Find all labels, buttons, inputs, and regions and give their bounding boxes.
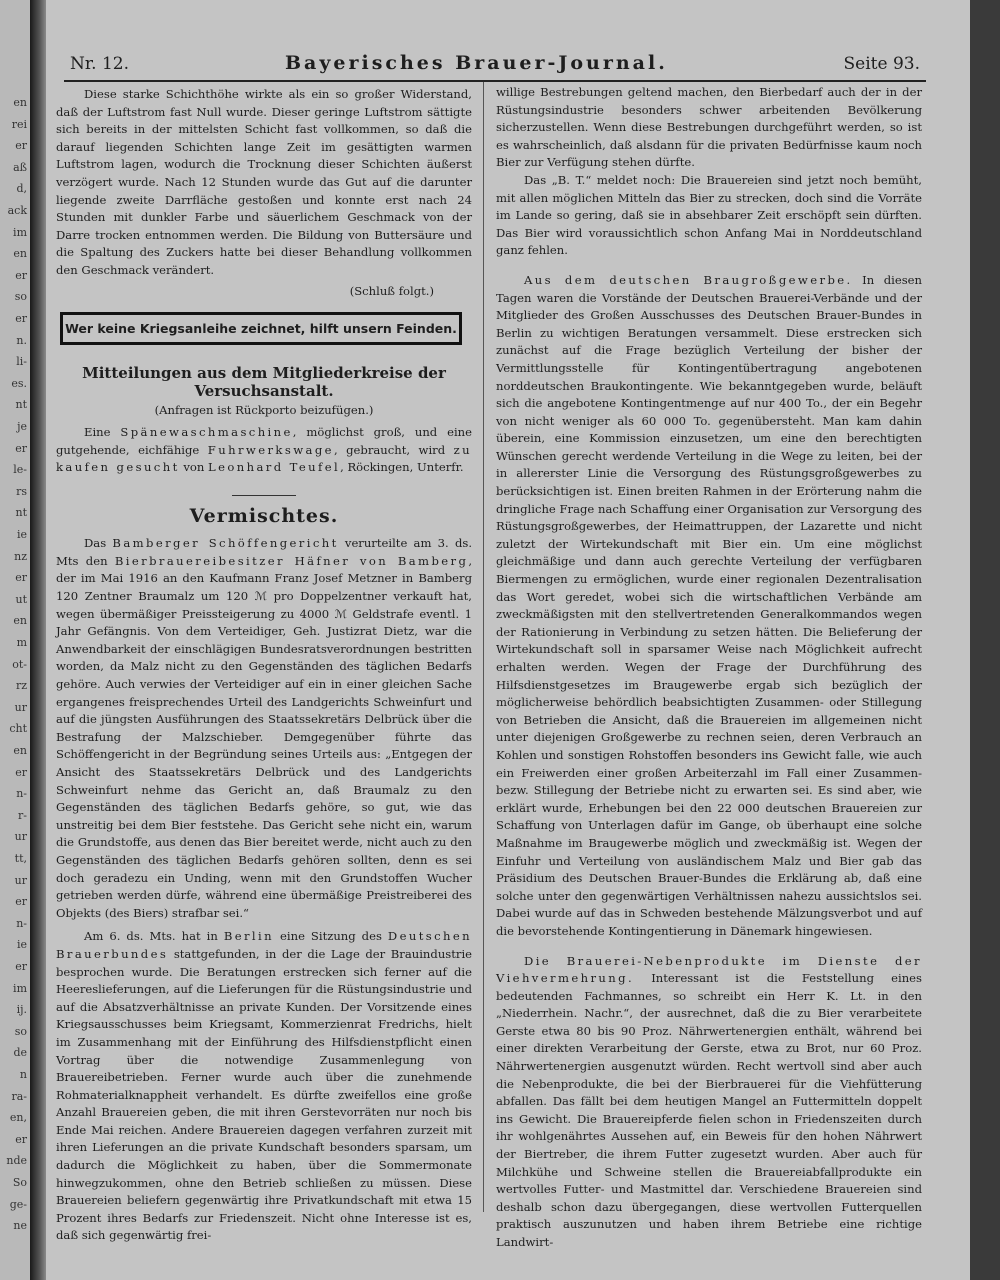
text-run: , Röckingen, Unterfr. (340, 460, 464, 475)
prev-page-fragment: n- (16, 787, 27, 801)
prev-page-fragment: er (15, 895, 27, 909)
prev-page-fragment: So (12, 1176, 27, 1189)
left-column (56, 86, 472, 1245)
text-run: von (183, 460, 205, 475)
spaced-term: Spänewaschmaschine (120, 424, 293, 439)
spaced-term: Deutschen Brauerbundes (56, 929, 473, 961)
spaced-term: Leonhard Teufel (208, 460, 341, 475)
prev-page-fragment: cht (9, 722, 27, 736)
prev-page-fragment: er (15, 139, 27, 153)
prev-page-fragment: nt (15, 506, 27, 520)
section-subtitle-mitteilungen: (Anfragen ist Rückporto beizufügen.) (154, 403, 374, 418)
prev-page-fragment: d, (16, 182, 27, 196)
text-run: Interessant ist die Feststellung eines bedeutenden Fachmannes, so schreibt ein Herr K. Lt. in den „Niederrhein. Nachr.“, der ausrechnet, daß die zu Bier verarbeitete Gerste etwa 80 bis 90 Proz. Nährwertenergien enthält, während bei einer direkten Verarbeitung der Gerste, etwa zu Brot, nur 60 Proz. Nährwertenergien ausgenutzt würden. Recht wertvoll sind aber auch die Nebenprodukte, die bei der Bierbrauerei für die Viehfütterung abfallen. Das fällt bei dem heutigen Mangel an Futtermitteln doppelt ins Gewicht. Die Brauereipferde fielen schon in Friedenszeiten durch ihr wohlgenährtes Aussehen auf, ein Beweis für den hohen Nährwert der Biertreber, die ihrem Futter zugesetzt wurden. Aber auch für Milchkühe und Schweine stellen die Brauereiabfallprodukte ein wertvolles Futter- und Mastmittel dar. Verschiedene Brauereien sind deshalb schon dazu übergegangen, diese wertvollen Futterquellen praktisch auszunutzen und haben ihrem Betriebe eine richtige Landwirt- (496, 971, 922, 1249)
prev-page-fragment: ur (14, 700, 27, 714)
column-divider (483, 82, 484, 1212)
war-bond-notice-text: Wer keine Kriegsanleihe zeichnet, hilft unsern Feinden. (65, 320, 457, 336)
prev-page-fragment: n (19, 1068, 27, 1081)
prev-page-fragment: er (15, 312, 27, 325)
prev-page-fragment: en (13, 744, 27, 757)
scan-background (970, 0, 1000, 1280)
prev-page-fragment: ne (13, 1219, 27, 1233)
text-run: stattgefunden, in der die Lage der Brauindustrie besprochen wurde. Die Beratungen erstrecken sich ferner auf die Heereslieferungen, auf die Lieferungen für die Rüstungsindustrie und auf die Absatzverhältnisse an private Kunden. Der Vorsitzende eines Kriegsausschusses beim Kriegsamt, Kommerzienrat Fredrichs, hielt im Zusammenhang mit der Einführung des Hilfsdienstpflicht einen Vortrag über die notwendige Zusammenlegung von Brauereibetrieben. Ferner wurde auch über die zunehmende Rohmaterialknappheit verhandelt. Es dürfte zweifellos eine große Anzahl Brauereien geben, die mit ihren Gerstevorräten nur noch bis Ende Mai reichen. Andere Brauereien dagegen verfahren zurzeit mit ihren Lieferungen an die private Kundschaft besonders sparsam, um dadurch die Möglichkeit zu haben, über die Sommermonate hinwegzukommen, ohne den Betrieb schließen zu müssen. Diese Brauereien beliefern gegenwärtig ihre Privatkundschaft mit etwa 15 Prozent ihres Bedarfs zur Friedenszeit. Nicht ohne Interesse ist es, daß sich gegenwärtig frei- (56, 946, 473, 1243)
prev-page-fragment: nz (14, 549, 27, 563)
prev-page-fragment: li- (16, 355, 27, 369)
prev-page-fragment: en (13, 614, 27, 628)
prev-page-fragment: je (17, 420, 27, 433)
spaced-term: Fuhrwerkswage (207, 442, 334, 457)
prev-page-fragment: rs (16, 484, 27, 498)
prev-page-fragment: ie (16, 938, 27, 952)
section-title-vermischtes: Vermischtes. (189, 504, 339, 527)
text-run: In diesen Tagen waren die Vorstände der Deutschen Brauerei-Verbände und der Mitglieder des Großen Ausschusses des Deutschen Brauer-Bundes in Berlin zu wichtigen Beratungen versammelt. Diese erstrecken sich zunächst auf die Frage bezüglich Verteilung der bisher der Vermittlungsstelle für Kontingentübertragung angebotenen norddeutschen Braukontingente. Wie bekanntgegeben wurde, beläuft sich die angebotene Kontingentmenge auf nur 400 To., der ein Begehr von nicht weniger als 60 000 To. gegenübersteht. Man kam dahin überein, eine Kommission einzusetzen, um eine den berechtigten Wünschen gerecht werdende Verteilung in die Wege zu leiten, bei der in allererster Linie die Versorgung des Rüstungsgroßgewerbes zu berücksichtigen ist. Einen breiten Rahmen in der Erörterung nahm die dringliche Frage nach Schaffung einer Organisation zur Versorgung des Rüstungsgroßgewerbes, der Heimattruppen, der Lazarette und nicht zuletzt der Wirtekundschaft mit Bier ein. Um eine möglichst gleichmäßige und dann auch gerechte Verteilung der verfügbaren Biermengen zu ermöglichen, wurde einer regionalen Dezentralisation das Wort geredet, wobei sich die wirtschaftlichen Verbände am zweckmäßigsten mit den stellvertretenden Generalkommandos wegen der Rationierung in Verbindung zu setzen hätten. Die Belieferung der Wirtekundschaft soll in sparsamer Weise nach Möglichkeit aufrecht erhalten werden. Wegen der Frage der Durchführung des Hilfsdienstgesetzes im Braugewerbe ergab sich bezüglich der möglicherweise behördlich beabsichtigten Zusammen- oder Stillegung von Betrieben die Ansicht, daß die Brauereien im allgemeinen nicht unter diejenigen Großgewerbe zu rechnen seien, deren Verbrauch an Kohlen und sonstigen Rohstoffen besonders ins Gewicht falle, wie auch ein Freiwerden einer großen Arbeiterzahl im Fall einer Zusammen- bezw. Stillegung der Betriebe nicht zu erwarten sei. Es sind aber, wie erklärt wurde, Erhebungen bei den 22 000 deutschen Brauereien zur Schaffung von Unterlagen dafür im Gange, ob überhaupt eine solche Maßnahme im Braugewerbe möglich und zweckmäßig ist. Wegen der Einfuhr und Verteilung von ausländischem Malz und Bier gab das Präsidium des Deutschen Brauer-Bundes die Erklärung ab, daß eine solche unter den gegenwärtigen Verhältnissen nahezu aussichtslos sei. Dabei wurde auf das in Schweden bestehende Mälzungsverbot und auf die bevorstehende Kontingentierung in Dänemark hingewiesen. (496, 272, 922, 938)
prev-page-fragment: n- (16, 916, 27, 930)
prev-page-fragment: er (15, 960, 27, 973)
book-gutter (30, 0, 46, 1280)
spaced-term: Die Brauerei-Nebenprodukte im Dienste der Viehvermehrung. (496, 953, 922, 986)
text-run: , der im Mai 1916 an den Kaufmann Franz Josef Metzner in Bamberg 120 Zentner Braumalz um 120 ℳ pro Doppelzentner verkauft hat, wegen übermäßiger Preissteigerung zu 4000 ℳ Geldstrafe eventl. 1 Jahr Gefängnis. Von dem Verteidiger, Geh. Justizrat Dietz, war die Anwendbarkeit der einschlägigen Bundesratsverordnungen bestritten worden, da Malz nicht zu den Gegenständen des täglichen Bedarfs gehöre. Auch verwies der Verteidiger auf ein in einer gleichen Sache ergangenes freisprechendes Urteil des Landgerichts Schweinfurt und auf die jüngsten Ausführungen des Staatssekretärs Delbrück über die Bestrafung der Malzschieber. Demgegenüber führte das Schöffengericht in der Begründung seines Urteils aus: „Entgegen der Ansicht des Staatssekretärs Delbrück und des Landgerichts Schweinfurt nehme das Gericht an, daß Braumalz zu den Gegenständen des täglichen Bedarfs gehöre, so gut, wie das unstreitig bei dem Bier feststehe. Das Gericht sehe nicht ein, warum die Grundstoffe, aus denen das Bier bereitet werde, nicht auch zu den Gegenständen des täglichen Bedarfs gehören sollten, denn es sei doch geradezu ein Unding, wenn mit den Grundstoffen Wucher getrieben werden dürfe, während eine übermäßige Preistreiberei des Objekts (des Biers) strafbar sei.“ (56, 553, 472, 920)
text-run: Das (84, 536, 107, 551)
paragraph-braugrossgewerbe (496, 272, 922, 941)
page-number: Seite 93. (843, 54, 920, 74)
prev-page-fragment: ge- (9, 1197, 27, 1211)
prev-page-fragment: ack (7, 204, 27, 217)
prev-page-fragment: im (13, 225, 27, 239)
text-run: , gebraucht, wird (333, 442, 446, 457)
prev-page-fragment: en (13, 247, 27, 261)
paragraph-gap (496, 941, 922, 953)
spaced-term: Berlin (223, 929, 275, 944)
prev-page-fragment: er (15, 571, 27, 585)
journal-title: Bayerisches Brauer-Journal. (285, 52, 668, 74)
prev-page-fragment: nde (6, 1154, 27, 1168)
paragraph-nebenprodukte (496, 953, 922, 1252)
prev-page-fragment: so (14, 290, 27, 304)
prev-page-fragment: rz (15, 679, 27, 693)
prev-page-fragment: ie (16, 528, 27, 541)
journal-page (46, 0, 970, 1280)
prev-page-fragment: ur (14, 830, 27, 844)
page-header (70, 50, 920, 80)
prev-page-fragment: r- (18, 808, 27, 822)
prev-page-fragment: ot- (12, 657, 27, 671)
prev-page-fragment: m (16, 636, 27, 649)
prev-page-fragment: de (13, 1046, 27, 1060)
war-bond-notice (60, 312, 462, 345)
section-title-mitteilungen: Mitteilungen aus dem Mitgliederkreise der Versuchsanstalt. (82, 364, 446, 400)
text-run: verurteilte am 3. ds. Mts den (56, 536, 473, 568)
spaced-term: Bierbrauereibesitzer Häfner von Bamberg (114, 553, 469, 568)
issue-number: Nr. 12. (70, 54, 129, 74)
spaced-term: zu kaufen gesucht (56, 442, 473, 475)
text-run: Eine (84, 424, 111, 439)
prev-page-fragment: so (14, 1024, 27, 1038)
section-separator (232, 495, 296, 496)
spaced-term: Aus dem deutschen Braugroßgewerbe. (524, 272, 853, 287)
prev-page-fragment: er (15, 1132, 27, 1146)
prev-page-fragment: ij. (16, 1003, 27, 1017)
prev-page-fragment: aß (13, 160, 27, 174)
prev-page-fragment: tt, (14, 852, 27, 865)
prev-page-fragment: le- (13, 463, 27, 477)
header-rule (64, 80, 926, 82)
prev-page-fragment: en, (9, 1111, 27, 1125)
paragraph-continuation: willige Bestrebungen geltend machen, den Bierbedarf auch der in der Rüstungsindustrie besonders schwer arbeitenden Bevölkerung sicherzustellen. Wenn diese Bestrebungen durchgeführt werden, so ist es wahrscheinlich, daß alsdann für die privaten Bedürfnisse kaum noch Bier zur Verfügung stehen dürfte. (496, 85, 922, 170)
paragraph-gesuch (56, 424, 472, 477)
spaced-term: Bamberger Schöffengericht (112, 536, 339, 551)
paragraph-darre: Diese starke Schichthöhe wirkte als ein so großer Widerstand, daß der Luftstrom fast Null wurde. Dieser geringe Luftstrom sättigte sich bereits in der mittelsten Schicht fast vollkommen, so daß die darauf liegenden Schichten lange Zeit im gesättigten warmen Luftstrom lagen, wodurch die Trocknung dieser Schichten äußerst verzögert wurde. Nach 12 Stunden wurde das Gut auf die darunter liegende zweite Darrfläche gestoßen und konnte erst nach 24 Stunden mit dunkler Farbe und säuerlichem Geschmack von der Darre trocken entnommen werden. Die Bildung von Buttersäure und die Spaltung des Zuckers hatte bei dieser Behandlung vollkommen den Geschmack verändert. (56, 87, 472, 277)
previous-page-edge (0, 0, 30, 1280)
right-column (496, 84, 922, 1252)
prev-page-fragment: es. (11, 376, 27, 390)
prev-page-fragment: er (15, 268, 27, 282)
text-run: , möglichst groß, und eine gutgehende, eichfähige (56, 424, 473, 457)
continued-note: (Schluß folgt.) (349, 283, 434, 298)
prev-page-fragment: ut (15, 592, 27, 606)
paragraph-bamberg (56, 535, 472, 922)
prev-page-fragment: rei (11, 117, 27, 131)
prev-page-fragment: ra- (11, 1089, 27, 1103)
prev-page-fragment: nt (15, 398, 27, 412)
paragraph-berlin (56, 928, 472, 1245)
prev-page-fragment: n. (16, 333, 27, 347)
prev-page-fragment: ur (14, 873, 27, 887)
paragraph-bt: Das „B. T.“ meldet noch: Die Brauereien sind jetzt noch bemüht, mit allen möglichen Mitteln das Bier zu strecken, doch sind die Vorräte im Lande so gering, daß sie in absehbarer Zeit erschöpft sein dürften. Das Bier wird voraussichtlich schon Anfang Mai in Norddeutschland ganz fehlen. (496, 172, 922, 258)
text-run: eine Sitzung des (280, 929, 382, 944)
prev-page-fragment: er (15, 765, 27, 779)
prev-page-fragment: er (15, 441, 27, 455)
prev-page-fragment: im (13, 981, 27, 995)
text-run: Am 6. ds. Mts. hat in (84, 929, 218, 944)
prev-page-fragment: en (13, 96, 27, 109)
paragraph-gap (496, 260, 922, 272)
